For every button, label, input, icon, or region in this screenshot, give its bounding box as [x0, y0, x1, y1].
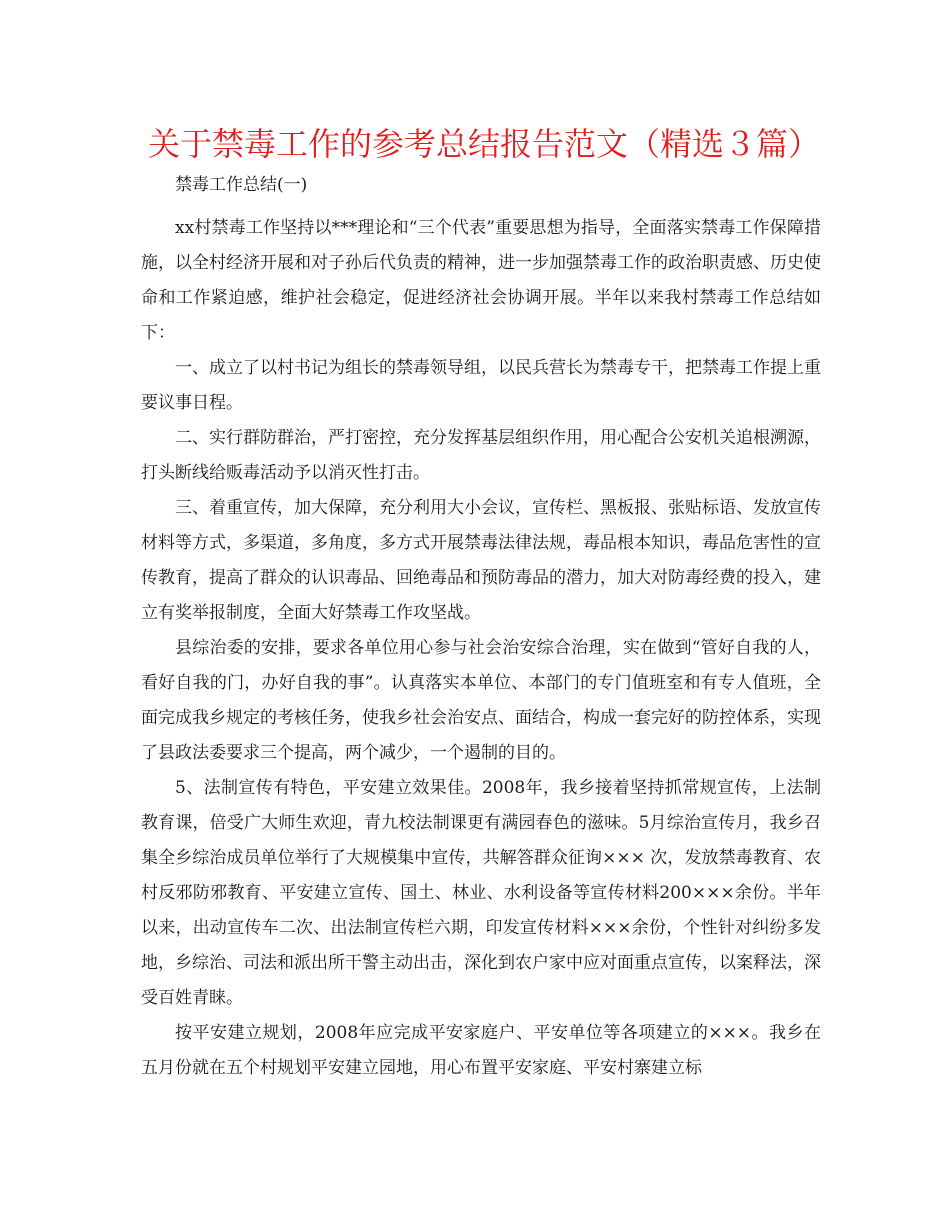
body-paragraph-2: 二、实行群防群治，严打密控，充分发挥基层组织作用，用心配合公安机关追根溯源，打头断线给贩毒活动予以消灭性打击。 — [141, 428, 821, 483]
document-title: 关于禁毒工作的参考总结报告范文（精选３篇） — [148, 125, 821, 163]
body-paragraph-1: 一、成立了以村书记为组长的禁毒领导组，以民兵营长为禁毒专干，把禁毒工作提上重要议事日程。 — [141, 358, 821, 413]
body-paragraph-intro: xx村禁毒工作坚持以***理论和“三个代表”重要思想为指导，全面落实禁毒工作保障措施，以全村经济开展和对子孙后代负责的精神，进一步加强禁毒工作的政治职责感、历史使命和工作紧迫感，维护社会稳定，促进经济社会协调开展。半年以来我村禁毒工作总结如下： — [141, 218, 821, 343]
body-paragraph-6: 按平安建立规划，2008年应完成平安家庭户、平安单位等各项建立的×××。我乡在五月份就在五个村规划平安建立园地，用心布置平安家庭、平安村寨建立标 — [141, 1023, 821, 1078]
body-paragraph-3: 三、着重宣传，加大保障，充分利用大小会议，宣传栏、黑板报、张贴标语、发放宣传材料等方式，多渠道，多角度，多方式开展禁毒法律法规，毒品根本知识，毒品危害性的宣传教育，提高了群众的认识毒品、回绝毒品和预防毒品的潜力，加大对防毒经费的投入，建立有奖举报制度，全面大好禁毒工作攻坚战。 — [141, 498, 821, 623]
document-body — [141, 168, 821, 1086]
body-paragraph-5: 5、法制宣传有特色，平安建立效果佳。2008年，我乡接着坚持抓常规宣传，上法制教育课，倍受广大师生欢迎，青九校法制课更有满园春色的滋味。5月综治宣传月，我乡召集全乡综治成员单位举行了大规模集中宣传，共解答群众征询××× 次，发放禁毒教育、农村反邪防邪教育、平安建立宣传、国土、林业、水利设备等宣传材料200×××余份。半年以来，出动宣传车二次、出法制宣传栏六期，印发宣传材料×××余份，个性针对纠纷多发地，乡综治、司法和派出所干警主动出击，深化到农户家中应对面重点宣传，以案释法，深受百姓青睐。 — [141, 778, 821, 1008]
body-paragraph-4: 县综治委的安排，要求各单位用心参与社会治安综合治理，实在做到“管好自我的人，看好自我的门，办好自我的事”。认真落实本单位、本部门的专门值班室和有专人值班，全面完成我乡规定的考核任务，使我乡社会治安点、面结合，构成一套完好的防控体系，实现了县政法委要求三个提高，两个减少，一个遏制的目的。 — [141, 638, 821, 763]
section-heading: 禁毒工作总结(一) — [175, 175, 308, 195]
